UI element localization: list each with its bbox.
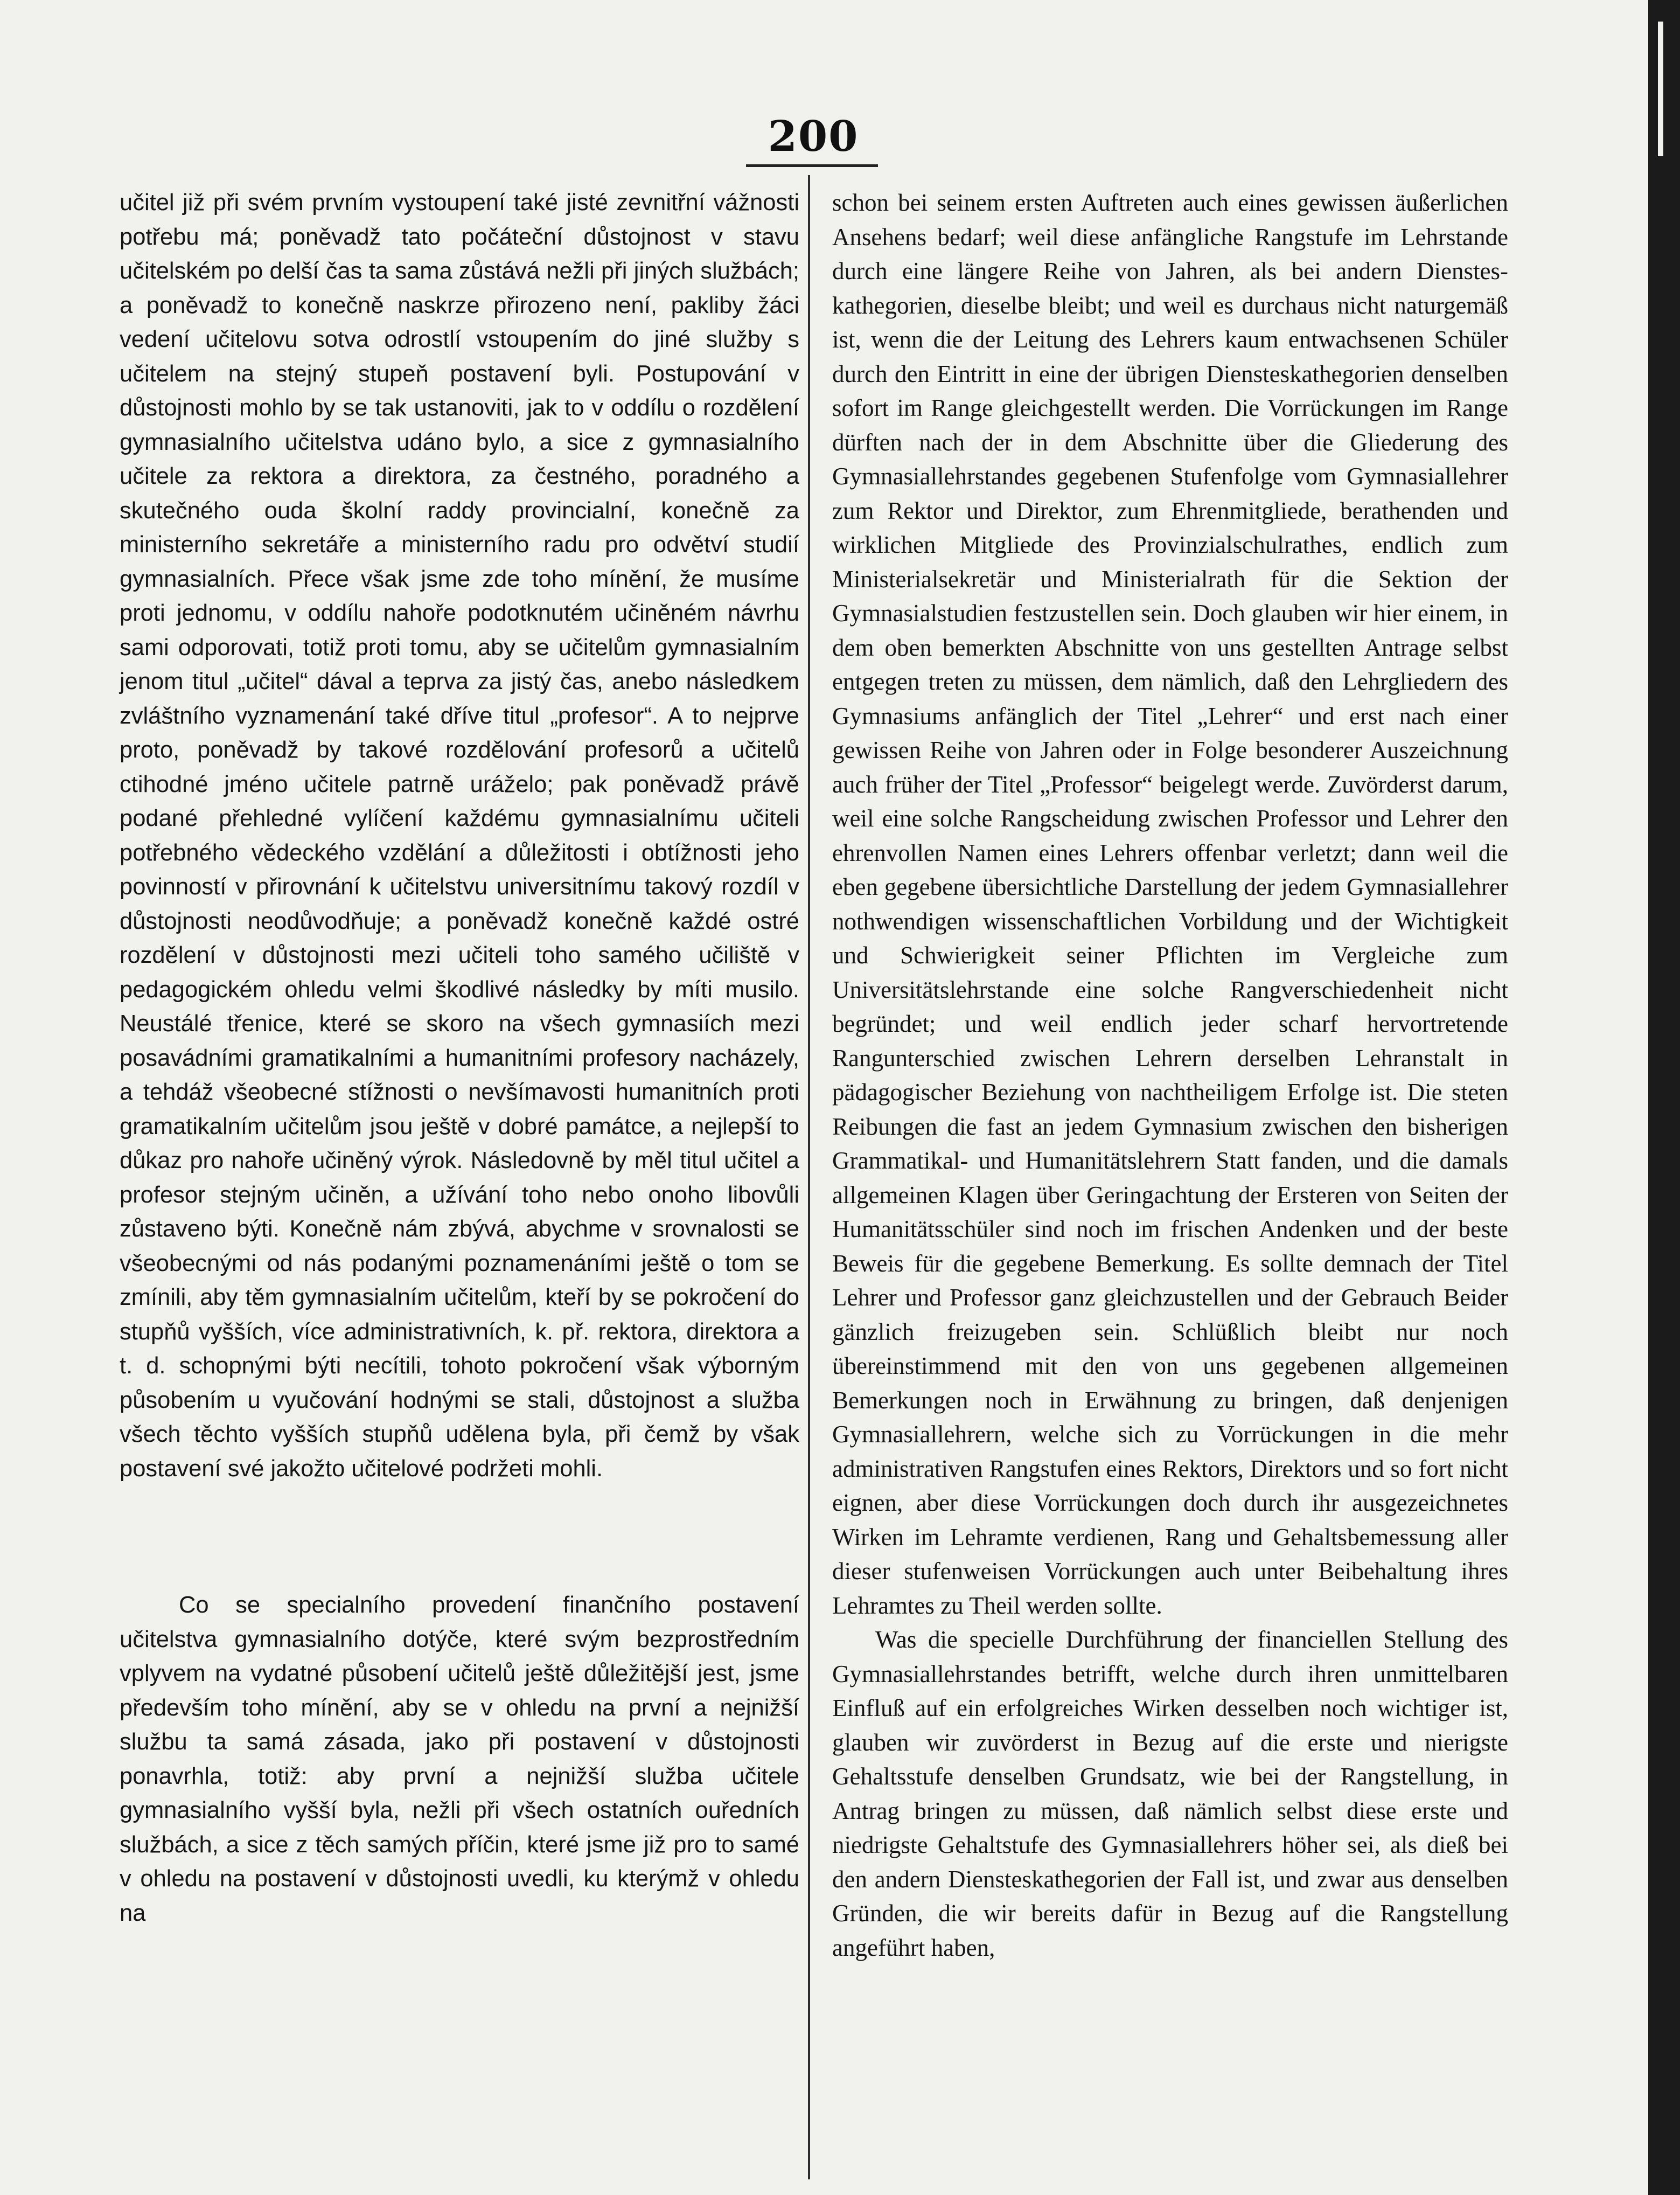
page-number-underline: [746, 164, 878, 167]
right-column-german: [832, 186, 1508, 1965]
scan-edge-mark: [1658, 22, 1663, 156]
left-paragraph-2: Co se specialního provedení finančního postavení učitelstva gymnasialního dotýče, které svým bezprostředním vplyvem na vydatné působení učitelů ještě důležitější jest, jsme především toho mínění, aby se v ohledu na první a nejnižší službu ta samá zásada, jako při postavení v důstojnosti ponavrhla, totiž: aby první a nejnižší služba učitele gymnasialního vyšší byla, nežli při všech ostatních ouředních službách, a sice z těch samých příčin, které jsme již pro to samé v ohledu na postavení v důstojnosti uvedli, ku kterýmž v ohledu na: [120, 1592, 799, 1926]
column-divider: [808, 175, 810, 2179]
left-paragraph-1: učitel již při svém prvním vystoupení také jisté zevnitřní vážnosti potřebu má; poněvadž tato počáteční důstojnost v stavu učitelském po delší čas ta sama zůstává nežli při jiných službách; a poněvadž to konečně naskrze přirozeno není, pakliby žáci vedení učitelovu sotva odrostlí vstoupením do jiné služby s učitelem na stejný stupeň postavení byli. Postupování v důstojnosti mohlo by se tak ustanoviti, jak to v oddílu o rozdělení gymnasialního učitelstva udáno bylo, a sice z gymnasialního učitele za rektora a direktora, za čestného, poradného a skutečného ouda školní raddy provincialní, konečně za ministerního sekretáře a ministerního radu pro odvětví studií gymnasialních. Přece však jsme zde toho mínění, že musíme proti jednomu, v oddílu nahoře podotknutém učiněném návrhu sami odporovati, totiž proti tomu, aby se učitelům gymnasialním jenom titul „učitel“ dával a teprva za jistý čas, anebo následkem zvláštního vyznamenání také dříve titul „profesor“. A to nejprve proto, poněvadž by takové rozdělování profesorů a učitelů ctihodné jméno učitele patrně uráželo; pak poněvadž právě podané přehledné vylíčení každému gymnasialnímu učiteli potřebného vědeckého vzdělání a důležitosti i obtížnosti jeho povinností v přirovnání k učitelstvu universitnímu takový rozdíl v důstojnosti neodůvodňuje; a poněvadž konečně každé ostré rozdělení v důstojnosti mezi učiteli toho samého učiliště v pedagogickém ohledu velmi škodlivé následky by míti musilo. Neustálé třenice, které se skoro na všech gymnasiích mezi posavádními gramatikalními a humanitními profesory nacházely, a tehdáž všeobecné stížnosti o nevšímavosti humanitních proti gramatikalním učitelům jsou ještě v dobré památce, a nejlepší to důkaz pro nahoře učiněný výrok. Následovně by měl titul učitel a profesor stejným učiněn, a užívání toho nebo onoho libovůli zůstaveno býti. Konečně nám zbývá, abychme v srovnalosti se všeobecnými od nás podanými poznamenáními ještě o tom se zmínili, aby těm gymnasialním učitelům, kteří by se pokročení do stupňů vyšších, více administrativních, k. př. rektora, direktora a t. d. schopnými býti necítili, tohoto pokročení však výborným působením u vyučování hodnými se stali, důstojnost a služba všech těchto vyšších stupňů udělena byla, při čemž by však postavení své jakožto učitelové podržeti mohli.: [120, 190, 799, 1482]
left-column-czech: [120, 186, 799, 1930]
scan-border: [1648, 0, 1680, 2195]
page-number: 200: [768, 112, 859, 161]
right-paragraph-2: Was die specielle Durchführung der financiellen Stellung des Gymnasiallehrstandes betrifft, welche durch ihren unmittelbaren Einfluß auf ein erfolgreiches Wirken desselben noch wichtiger ist, glauben wir zuvörderst in Bezug auf die erste und nierigste Gehaltsstufe denselben Grundsatz, wie bei der Rangstellung, in Antrag bringen zu müssen, daß nämlich selbst diese erste und niedrigste Gehaltstufe des Gymnasiallehrers höher sei, als dieß bei den andern Diensteskathegorien der Fall ist, und zwar aus denselben Gründen, die wir bereits dafür in Bezug auf die Rangstellung angeführt haben,: [832, 1626, 1508, 1961]
right-paragraph-1: schon bei seinem ersten Auftreten auch eines gewissen äußerlichen Ansehens bedarf; weil diese anfängliche Rangstufe im Lehrstande durch eine längere Reihe von Jahren, als bei andern Diensteskathegorien, dieselbe bleibt; und weil es durchaus nicht naturgemäß ist, wenn die der Leitung des Lehrers kaum entwachsenen Schüler durch den Eintritt in eine der übrigen Diensteskathegorien denselben sofort im Range gleichgestellt werden. Die Vorrückungen im Range dürften nach der in dem Abschnitte über die Gliederung des Gymnasiallehrstandes gegebenen Stufenfolge vom Gymnasiallehrer zum Rektor und Direktor, zum Ehrenmitgliede, berathenden und wirklichen Mitgliede des Provinzialschulrathes, endlich zum Ministerialsekretär und Ministerialrath für die Sektion der Gymnasialstudien festzustellen sein. Doch glauben wir hier einem, in dem oben bemerkten Abschnitte von uns gestellten Antrage selbst entgegen treten zu müssen, dem nämlich, daß den Lehrgliedern des Gymnasiums anfänglich der Titel „Lehrer“ und erst nach einer gewissen Reihe von Jahren oder in Folge besonderer Auszeichnung auch früher der Titel „Professor“ beigelegt werde. Zuvörderst darum, weil eine solche Rangscheidung zwischen Professor und Lehrer den ehrenvollen Namen eines Lehrers offenbar verletzt; dann weil die eben gegebene übersichtliche Darstellung der jedem Gymnasiallehrer nothwendigen wissenschaftlichen Vorbildung und der Wichtigkeit und Schwierigkeit seiner Pflichten im Vergleiche zum Universitätslehrstande eine solche Rangverschiedenheit nicht begründet; und weil endlich jeder scharf hervortretende Rangunterschied zwischen Lehrern derselben Lehranstalt in pädagogischer Beziehung von nachtheiligem Erfolge ist. Die steten Reibungen die fast an jedem Gymnasium zwischen den bisherigen Grammatikal- und Humanitätslehrern Statt fanden, und die damals allgemeinen Klagen über Geringachtung der Ersteren von Seiten der Humanitätsschüler sind noch im frischen Andenken und der beste Beweis für die gegebene Bemerkung. Es sollte demnach der Titel Lehrer und Professor ganz gleichzustellen und der Gebrauch Beider gänzlich freizugeben sein. Schlüßlich bleibt nur noch übereinstimmend mit den von uns gegebenen allgemeinen Bemerkungen noch in Erwähnung zu bringen, daß denjenigen Gymnasiallehrern, welche sich zu Vorrückungen in die mehr administrativen Rangstufen eines Rektors, Direktors und so fort nicht eignen, aber diese Vorrückungen doch durch ihr ausgezeichnetes Wirken im Lehramte verdienen, Rang und Gehaltsbemessung aller dieser stufenweisen Vorrückungen auch unter Beibehaltung ihres Lehramtes zu Theil werden sollte.: [832, 189, 1508, 1619]
